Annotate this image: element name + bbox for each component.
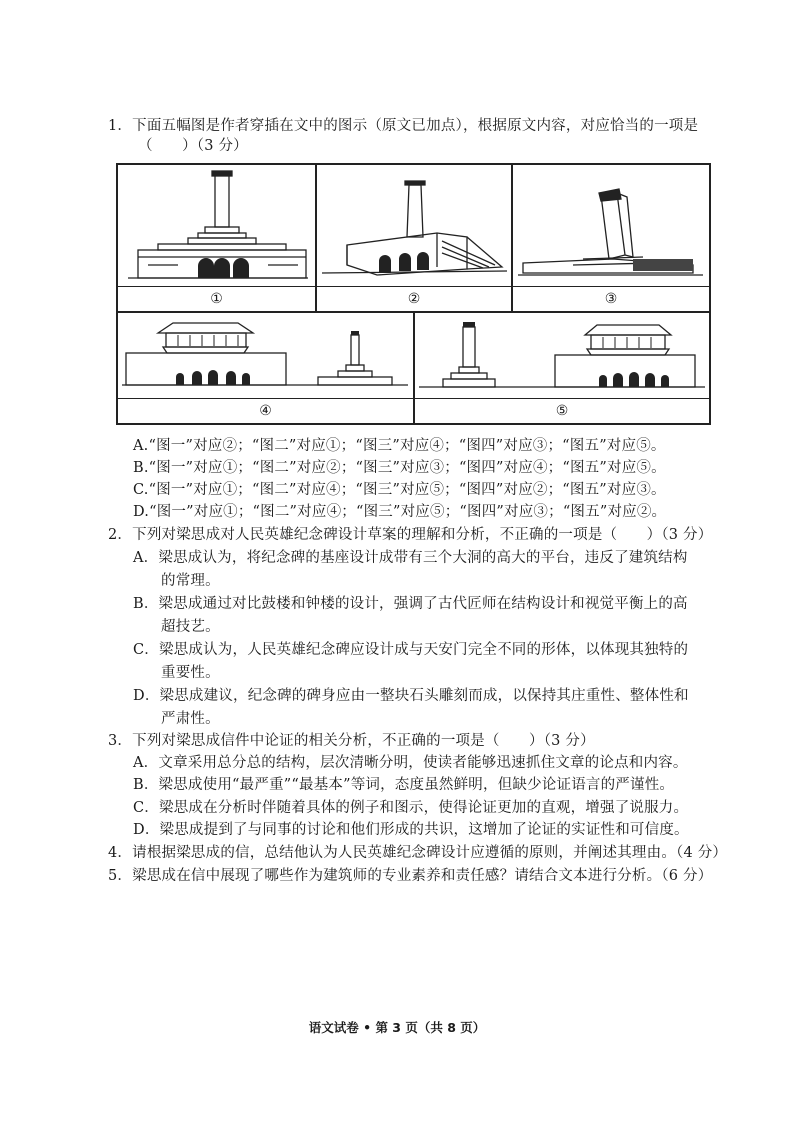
q2-option-a-line1: A．梁思成认为，将纪念碑的基座设计成带有三个大洞的高大的平台，违反了建筑结构 bbox=[133, 550, 688, 566]
q2-option-b-line2: 超技艺。 bbox=[161, 619, 220, 635]
figure-5-drawing bbox=[415, 313, 709, 399]
q4-text: 4．请根据梁思成的信，总结他认为人民英雄纪念碑设计应遵循的原则，并阐述其理由。（4 分） bbox=[108, 845, 728, 861]
q2-option-b-line1: B．梁思成通过对比鼓楼和钟楼的设计，强调了古代匠师在结构设计和视觉平衡上的高 bbox=[133, 596, 688, 612]
q2-option-d-line2: 严肃性。 bbox=[161, 711, 220, 727]
figure-4 bbox=[117, 312, 414, 424]
q1-stem-line1: 1．下面五幅图是作者穿插在文中的图示（原文已加点），根据原文内容，对应恰当的一项是 bbox=[108, 118, 699, 134]
q2-stem: 2．下列对梁思成对人民英雄纪念碑设计草案的理解和分析，不正确的一项是（ ）（3 分） bbox=[108, 527, 713, 543]
q3-option-b: B．梁思成使用“最严重”“最基本”等词，态度虽然鲜明，但缺少论证语言的严谨性。 bbox=[133, 777, 675, 793]
q1-option-b: B.“图一”对应①；“图二”对应②；“图三”对应③；“图四”对应④；“图五”对应⑤。 bbox=[133, 460, 666, 476]
q5-text: 5．梁思成在信中展现了哪些作为建筑师的专业素养和责任感？请结合文本进行分析。（6 分） bbox=[108, 868, 713, 884]
page-footer: 语文试卷 • 第 3 页（共 8 页） bbox=[308, 1020, 486, 1035]
figure-3-label: ③ bbox=[513, 286, 709, 311]
q1-option-a: A.“图一”对应②；“图二”对应①；“图三”对应④；“图四”对应③；“图五”对应⑤。 bbox=[133, 438, 666, 454]
figure-5 bbox=[414, 312, 710, 424]
q3-option-d: D．梁思成提到了与同事的讨论和他们形成的共识，这增加了论证的实证性和可信度。 bbox=[133, 822, 689, 838]
q2-option-a-line2: 的常理。 bbox=[161, 573, 220, 589]
q3-stem: 3．下列对梁思成信件中论证的相关分析，不正确的一项是（ ）（3 分） bbox=[108, 733, 595, 749]
figure-2-label: ② bbox=[317, 286, 511, 311]
q1-stem-line2: （ ）（3 分） bbox=[138, 138, 248, 154]
q1-option-c: C.“图一”对应①；“图二”对应④；“图三”对应⑤；“图四”对应②；“图五”对应③。 bbox=[133, 482, 666, 498]
figure-4-drawing bbox=[118, 313, 413, 399]
figure-4-label: ④ bbox=[118, 398, 413, 423]
q1-figure-grid bbox=[116, 163, 711, 425]
figure-1 bbox=[117, 164, 316, 312]
q2-option-c-line2: 重要性。 bbox=[161, 665, 220, 681]
q2-option-c-line1: C．梁思成认为，人民英雄纪念碑应设计成与天安门完全不同的形体，以体现其独特的 bbox=[133, 642, 689, 658]
figure-3-drawing bbox=[513, 165, 709, 287]
q1-option-d: D.“图一”对应①；“图二”对应④；“图三”对应⑤；“图四”对应③；“图五”对应②。 bbox=[133, 504, 667, 520]
figure-2 bbox=[316, 164, 512, 312]
q3-option-c: C．梁思成在分析时伴随着具体的例子和图示，使得论证更加的直观，增强了说服力。 bbox=[133, 800, 689, 816]
figure-1-label: ① bbox=[118, 286, 315, 311]
figure-5-label: ⑤ bbox=[415, 398, 709, 423]
figure-2-drawing bbox=[317, 165, 511, 287]
q2-option-d-line1: D．梁思成建议，纪念碑的碑身应由一整块石头雕刻而成，以保持其庄重性、整体性和 bbox=[133, 688, 689, 704]
figure-1-drawing bbox=[118, 165, 315, 287]
figure-3 bbox=[512, 164, 710, 312]
q3-option-a: A．文章采用总分总的结构，层次清晰分明，使读者能够迅速抓住文章的论点和内容。 bbox=[133, 755, 688, 771]
